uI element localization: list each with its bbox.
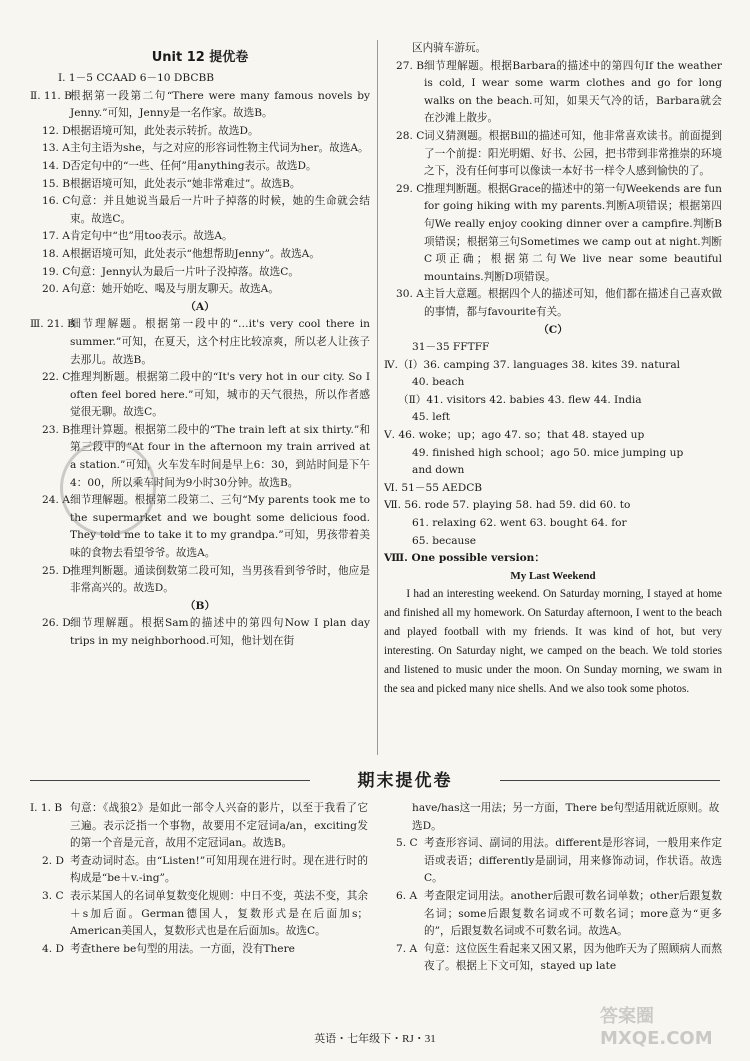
- answer-item: [30, 88, 370, 123]
- section-4-line-4: 45. left: [412, 411, 451, 424]
- section-3b-list: [30, 615, 370, 650]
- bottom-left-column: [30, 800, 368, 958]
- final-exam-header: [30, 768, 720, 794]
- answer-item: [384, 941, 722, 976]
- continued-text: 区内骑车游玩。: [412, 42, 487, 54]
- right-answer-list: [384, 58, 722, 322]
- answer-item: [30, 123, 370, 141]
- answer-number: 6. A: [396, 889, 418, 902]
- column-divider: [377, 40, 378, 755]
- answer-explanation: 根据第一段第二句“There were many famous novels by Jenny.”可知，Jenny是一名作家。故选B。: [70, 89, 370, 120]
- bottom-right-column: [384, 800, 722, 976]
- section-8-heading: Ⅷ. One possible version：: [384, 552, 545, 565]
- answer-explanation: 根据语境可知，此处表示转折。故选D。: [70, 124, 259, 137]
- left-column: [30, 70, 370, 651]
- answer-item: [384, 835, 722, 888]
- answer-number: Ⅰ. 1. B: [30, 802, 63, 814]
- answer-explanation: 句意：她开始吃、喝及与朋友聊天。故选A。: [70, 283, 279, 296]
- answer-explanation: 考查限定词用法。another后跟可数名词单数；other后跟复数名词；some后跟复数名词或不可数名词；more意为“更多的”，后跟复数名词或不可数名词。故选A。: [424, 889, 722, 938]
- answer-number: 17. A: [42, 230, 70, 243]
- answer-explanation: 句意：Jenny认为最后一片叶子没掉落。故选C。: [70, 265, 299, 278]
- answer-number: 30. A: [396, 288, 424, 301]
- answer-item: [384, 888, 722, 941]
- answer-explanation: 句意：并且她说当最后一片叶子掉落的时候，她的生命就会结束。故选C。: [70, 195, 370, 225]
- section-1-answers: Ⅰ. 1－5 CCAAD 6－10 DBCBB: [58, 72, 215, 84]
- header-rule-right: [500, 780, 720, 781]
- unit-title: Unit 12 提优卷: [151, 50, 249, 65]
- answer-explanation: 推理判断题。根据第二段中的“It's very hot in our city. So I often feel bored here.”可知，城市的天气很热，所以作者感觉很无聊。故选C。: [70, 371, 370, 419]
- answer-explanation: 根据语境可知，此处表示“他想帮助Jenny”。故选A。: [70, 247, 320, 260]
- answer-explanation: 考查形容词、副词的用法。different是形容词，一般用来作定语或表语；differently是副词，用来修饰动词，作状语。故选C。: [424, 837, 722, 885]
- answer-number: 3. C: [42, 889, 64, 902]
- answer-explanation: 细节理解题。根据Sam的描述中的第四句Now I plan day trips in my neighborhood.可知，他计划在街: [70, 617, 370, 647]
- answer-item: [30, 888, 368, 941]
- answer-number: 16. C: [42, 195, 71, 208]
- answer-explanation: 词义猜测题。根据Bill的描述可知，他非常喜欢读书。前面提到了一个前提：阳光明媚、好书、公园，把书带到非常推崇的环境之下，没有任何事可以像读一本好书一样令人感到愉快的了。: [424, 129, 722, 178]
- answer-explanation: 细节理解题。根据第一段中的“…it's very cool there in summer.”可知，在夏天，这个村庄比较凉爽，所以老人让孩子去那儿。故选B。: [70, 318, 370, 366]
- answer-explanation: 考查动词时态。由“Listen!”可知用现在进行时。现在进行时的构成是“be＋v.-ing”。: [70, 854, 368, 885]
- answer-item: [30, 563, 370, 598]
- answer-number: 26. D: [42, 617, 71, 630]
- answer-item: [30, 316, 370, 369]
- answer-item: [30, 193, 370, 228]
- answer-item: [30, 853, 368, 888]
- section-5-line-1: Ⅴ. 46. woke；up；ago 47. so；that 48. stayed up: [384, 429, 645, 442]
- final-exam-title: 期末提优卷: [357, 771, 453, 791]
- section-7-line-1: Ⅶ. 56. rode 57. playing 58. had 59. did 60. to: [384, 499, 631, 512]
- answer-explanation: 推理计算题。根据第二段中的“The train left at six thirty.”和第三段中的“At four in the afternoon my train arrived at a station.”可知，火车发车时间是早上6：30，到站时间是下午4：00，所以乘车时间为9小时30分钟。故选B。: [70, 423, 370, 489]
- answer-explanation: 否定句中的“一些、任何”用anything表示。故选D。: [70, 159, 317, 172]
- answer-number: 13. A: [42, 142, 70, 155]
- answer-explanation: 根据语境可知，此处表示“她非常难过”。故选B。: [70, 177, 301, 190]
- answer-number: Ⅱ. 11. B: [30, 89, 72, 102]
- answer-explanation: 主旨大意题。根据四个人的描述可知，他们都在描述自己喜欢做的事情，都与favourite有关。: [424, 288, 722, 318]
- answer-item: [30, 176, 370, 194]
- essay-body: I had an interesting weekend. On Saturday morning, I stayed at home and finished all my homework. On Saturday afternoon, I went to the beach and played football with my friends. It was kind of hot, but very interesting. On Saturday night, we camped on the beach. We told stories and listened to music under the moon. On Sunday morning, we swam in the sea and picked many nice shells. And we also took some photos.: [384, 588, 722, 696]
- answer-number: 25. D: [42, 564, 71, 577]
- bottom-continued-text: have/has这一用法；另一方面，There be句型适用就近原则。故选D。: [412, 802, 720, 832]
- answer-explanation: 推理判断题。通读倒数第二段可知，当男孩看到爷爷时，他应是非常高兴的。故选D。: [70, 564, 370, 595]
- stamp-watermark: [60, 440, 156, 536]
- answer-explanation: 细节理解题。根据第二段第二、三句“My parents took me to the supermarket and we bought some delicious food. They told me to take it to my grandpa.”可知，男孩带着美味的食物去看望爷爷。故选A。: [70, 494, 370, 560]
- answer-number: 29. C: [396, 182, 425, 195]
- page-footer: 英语・七年级下・RJ・31: [314, 1033, 436, 1045]
- subheading-a: （A）: [185, 300, 215, 313]
- answer-number: 23. B: [42, 423, 70, 436]
- answer-explanation: 推理判断题。根据Grace的描述中的第一句Weekends are fun for going hiking with my parents.判断A项错误；根据第四句We really enjoy cooking dinner over a campfire.判断B项错误；根据第三句Sometimes we camp out at night.判断C项正确；根据第二句We live near some beautiful mountains.判断D项错误。: [424, 182, 722, 283]
- answer-item: [30, 281, 370, 299]
- answer-explanation: 考查there be句型的用法。一方面，没有There: [70, 942, 295, 955]
- subheading-c: （C）: [538, 323, 568, 336]
- answer-number: Ⅲ. 21. B: [30, 318, 75, 331]
- section-7-line-3: 65. because: [412, 534, 477, 547]
- answer-explanation: 主句主语为she，与之对应的形容词性物主代词为her。故选A。: [70, 142, 369, 155]
- answer-number: 22. C: [42, 371, 71, 384]
- answer-number: 19. C: [42, 265, 71, 278]
- section-5-line-3: and down: [412, 464, 465, 477]
- answer-number: 27. B: [396, 59, 424, 72]
- answer-item: [30, 158, 370, 176]
- answer-number: 12. D: [42, 124, 71, 137]
- answer-number: 28. C: [396, 129, 425, 142]
- bottom-left-list: [30, 800, 368, 958]
- answer-number: 2. D: [42, 854, 64, 867]
- subheading-b: （B）: [184, 599, 216, 612]
- answer-item: [384, 286, 722, 321]
- answer-item: [30, 246, 370, 264]
- answer-item: [30, 941, 368, 959]
- answer-item: [30, 264, 370, 282]
- answer-item: [30, 615, 370, 650]
- answer-explanation: 细节理解题。根据Barbara的描述中的第四句If the weather is cold, I wear some warm clothes and go for long walks on the beach.可知，如果天气冷的话，Barbara就会在沙滩上散步。: [424, 59, 722, 125]
- answer-item: [384, 58, 722, 128]
- section-5-line-2: 49. finished high school；ago 50. mice jumping up: [412, 446, 684, 459]
- answer-item: [30, 228, 370, 246]
- section-7-line-2: 61. relaxing 62. went 63. bought 64. for: [412, 517, 627, 530]
- section-4-line-1: Ⅳ.（Ⅰ）36. camping 37. languages 38. kites 39. natural: [384, 358, 681, 371]
- answer-number: 24. A: [42, 494, 70, 507]
- header-rule-left: [30, 780, 310, 781]
- answer-number: 5. C: [396, 837, 418, 850]
- answer-explanation: 肯定句中“也”用too表示。故选A。: [70, 230, 233, 243]
- site-watermark: 答案圈 MXQE.COM: [600, 1006, 713, 1049]
- answer-item: [30, 800, 368, 853]
- answer-number: 7. A: [396, 942, 418, 955]
- section-6-answers: Ⅵ. 51－55 AEDCB: [384, 481, 483, 494]
- essay-title: My Last Weekend: [510, 569, 596, 582]
- answer-item: [384, 181, 722, 287]
- answer-explanation: 句意：《战狼2》是如此一部令人兴奋的影片，以至于我看了它三遍。表示泛指一个事物，故要用不定冠词a/an，exciting发的第一个音是元音，故用不定冠词an。故选B。: [70, 802, 368, 850]
- right-column: [384, 40, 722, 699]
- bottom-right-list: [384, 835, 722, 976]
- answer-number: 18. A: [42, 247, 70, 260]
- answer-explanation: 句意：这位医生看起来又困又累，因为他昨天为了照顾病人而熬夜了。根据上下文可知，stayed up late: [424, 942, 722, 973]
- answer-number: 4. D: [42, 942, 64, 955]
- section-2-list: [30, 88, 370, 299]
- answer-item: [384, 128, 722, 181]
- answers-31-35: 31－35 FFTFF: [412, 341, 490, 354]
- section-4-line-2: 40. beach: [412, 376, 465, 389]
- answer-explanation: 表示某国人的名词单复数变化规则：中日不变，英法不变，其余＋s加后面。German德国人，复数形式是在后面加s；American美国人，复数形式也是在后面加s。故选C。: [70, 889, 368, 938]
- answer-number: 14. D: [42, 159, 71, 172]
- answer-item: [30, 140, 370, 158]
- answer-item: [30, 369, 370, 422]
- answer-number: 15. B: [42, 177, 70, 190]
- section-4-line-3: （Ⅱ）41. visitors 42. babies 43. flew 44. India: [398, 393, 642, 406]
- answer-number: 20. A: [42, 283, 70, 296]
